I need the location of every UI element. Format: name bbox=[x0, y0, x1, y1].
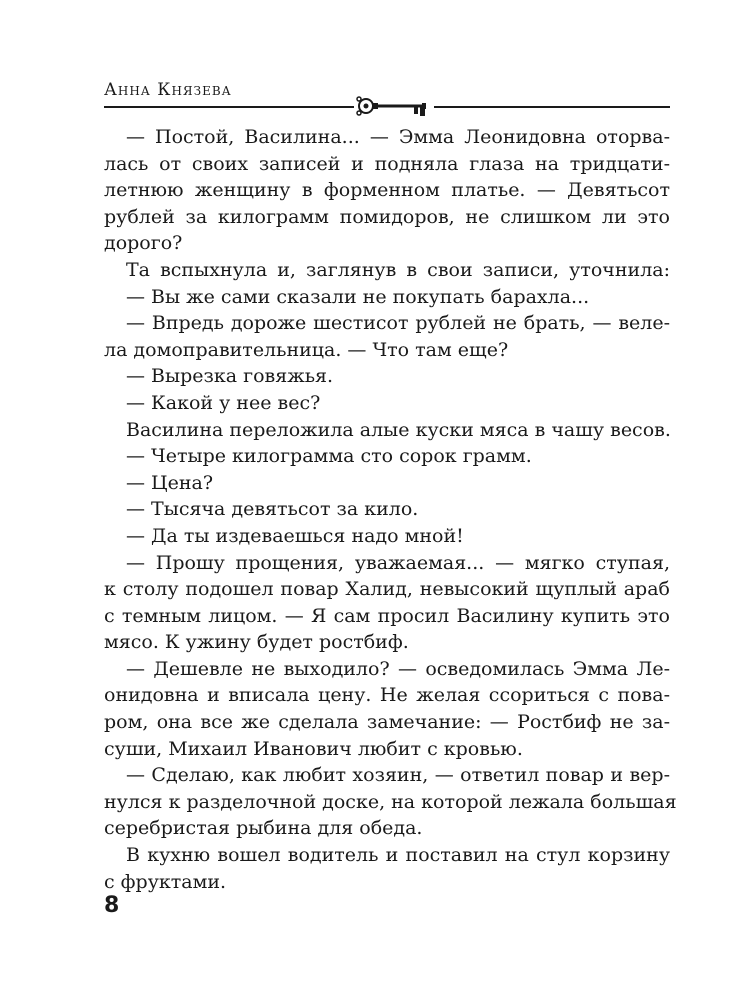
text-line: ром, она все же сделала замечание: — Ростбиф не за- bbox=[104, 711, 670, 734]
text-line: лась от своих записей и подняла глаза на тридцати- bbox=[104, 152, 670, 175]
text-line: — Впредь дороже шестисот рублей не брать, — веле- bbox=[126, 312, 670, 335]
running-header bbox=[104, 80, 670, 114]
text-line: — Вы же сами сказали не покупать барахла... bbox=[126, 285, 590, 308]
text-line: — Прошу прощения, уважаемая... — мягко ступая, bbox=[126, 551, 670, 574]
text-line: — Четыре килограмма сто сорок грамм. bbox=[126, 445, 532, 468]
text-line: с темным лицом. — Я сам просил Василину купить это bbox=[104, 604, 670, 627]
text-line: летнюю женщину в форменном платье. — Девятьсот bbox=[104, 179, 670, 202]
text-line: с фруктами. bbox=[104, 870, 227, 893]
text-line: мясо. К ужину будет ростбиф. bbox=[104, 631, 409, 654]
text-line: — Сделаю, как любит хозяин, — ответил повар и вер- bbox=[126, 764, 670, 787]
page-number: 8 bbox=[104, 893, 120, 918]
text-line: — Дешевле не выходило? — осведомилась Эмма Ле- bbox=[126, 657, 670, 680]
text-line: В кухню вошел водитель и поставил на стул корзину bbox=[126, 844, 670, 867]
text-line: — Цена? bbox=[126, 471, 214, 494]
body-text bbox=[104, 124, 677, 895]
author-name: Анна Князева bbox=[104, 80, 232, 100]
text-line: Василина переложила алые куски мяса в чашу весов. bbox=[126, 418, 671, 441]
text-line: ла домоправительница. — Что там еще? bbox=[104, 338, 509, 361]
text-line: — Вырезка говяжья. bbox=[126, 365, 334, 388]
text-line: дорого? bbox=[104, 232, 183, 255]
text-line: Та вспыхнула и, заглянув в свои записи, уточнила: bbox=[126, 258, 670, 281]
text-line: — Да ты издеваешься надо мной! bbox=[126, 524, 464, 547]
text-line: — Какой у нее вес? bbox=[126, 391, 321, 414]
text-line: — Постой, Василина... — Эмма Леонидовна оторва- bbox=[126, 126, 670, 148]
text-line: к столу подошел повар Халид, невысокий щуплый араб bbox=[104, 578, 670, 601]
text-line: серебристая рыбина для обеда. bbox=[104, 817, 423, 840]
text-line: суши, Михаил Иванович любит с кровью. bbox=[104, 737, 523, 760]
text-line: нулся к разделочной доске, на которой лежала большая bbox=[104, 790, 677, 813]
text-line: — Тысяча девятьсот за кило. bbox=[126, 498, 419, 521]
text-line: онидовна и вписала цену. Не желая ссориться с пова- bbox=[104, 684, 670, 707]
text-line: рублей за килограмм помидоров, не слишком ли это bbox=[104, 205, 670, 228]
key-icon bbox=[354, 94, 434, 118]
